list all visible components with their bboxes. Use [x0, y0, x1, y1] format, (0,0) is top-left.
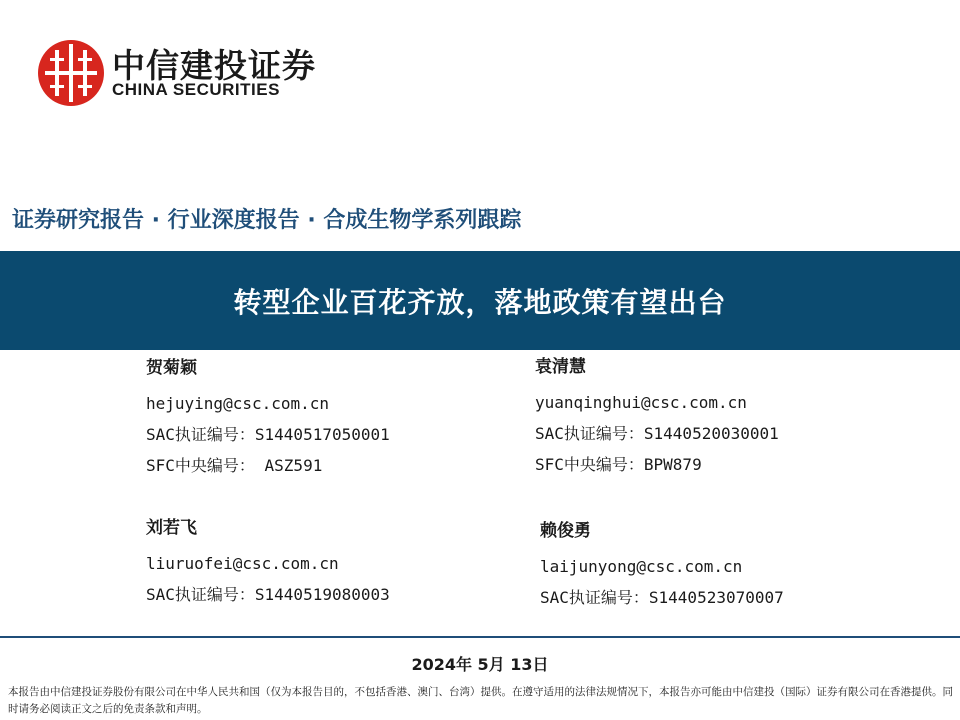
report-date: 2024年 5月 13日: [411, 655, 549, 674]
disclaimer-text: 本报告由中信建投证券股份有限公司在中华人民共和国（仅为本报告目的，不包括香港、澳门、台湾）提供。在遵守适用的法律法规情况下，本报告亦可能由中信建投（国际）证券有限公司在香港提供。同时请务必阅读正文之后的免责条款和声明。: [8, 686, 953, 715]
analyst-name: 赖俊勇: [540, 521, 591, 541]
analyst-sfc-number: SFC中央编号： ASZ591: [146, 456, 323, 475]
analyst-card: [146, 516, 526, 610]
analyst-sac-number: SAC执证编号：S1440517050001: [146, 425, 390, 444]
analyst-sac-number: SAC执证编号：S1440520030001: [535, 424, 779, 443]
analyst-sfc-number: SFC中央编号：BPW879: [535, 455, 702, 474]
brand-name-cn: 中信建投证券: [112, 46, 316, 85]
brand-name-en: CHINA SECURITIES: [112, 80, 280, 99]
analyst-email[interactable]: yuanqinghui@csc.com.cn: [535, 393, 747, 412]
analyst-card: [535, 355, 915, 480]
analyst-name: 贺菊颖: [146, 358, 197, 378]
analyst-sac-number: SAC执证编号：S1440523070007: [540, 588, 784, 607]
analyst-email[interactable]: hejuying@csc.com.cn: [146, 394, 330, 413]
analyst-name: 刘若飞: [146, 518, 197, 538]
analyst-name: 袁清慧: [535, 357, 586, 377]
analyst-email[interactable]: liuruofei@csc.com.cn: [146, 554, 339, 573]
analyst-sac-number: SAC执证编号：S1440519080003: [146, 585, 390, 604]
analyst-card: [146, 356, 526, 481]
analyst-email[interactable]: laijunyong@csc.com.cn: [540, 557, 743, 576]
report-series: 证券研究报告 · 行业深度报告 · 合成生物学系列跟踪: [12, 208, 522, 233]
title-banner: [0, 251, 960, 350]
citic-logo-icon: [36, 38, 106, 108]
footer-divider: [0, 636, 960, 638]
report-title: 转型企业百花齐放，落地政策有望出台: [233, 286, 727, 319]
analyst-card: [540, 519, 920, 613]
